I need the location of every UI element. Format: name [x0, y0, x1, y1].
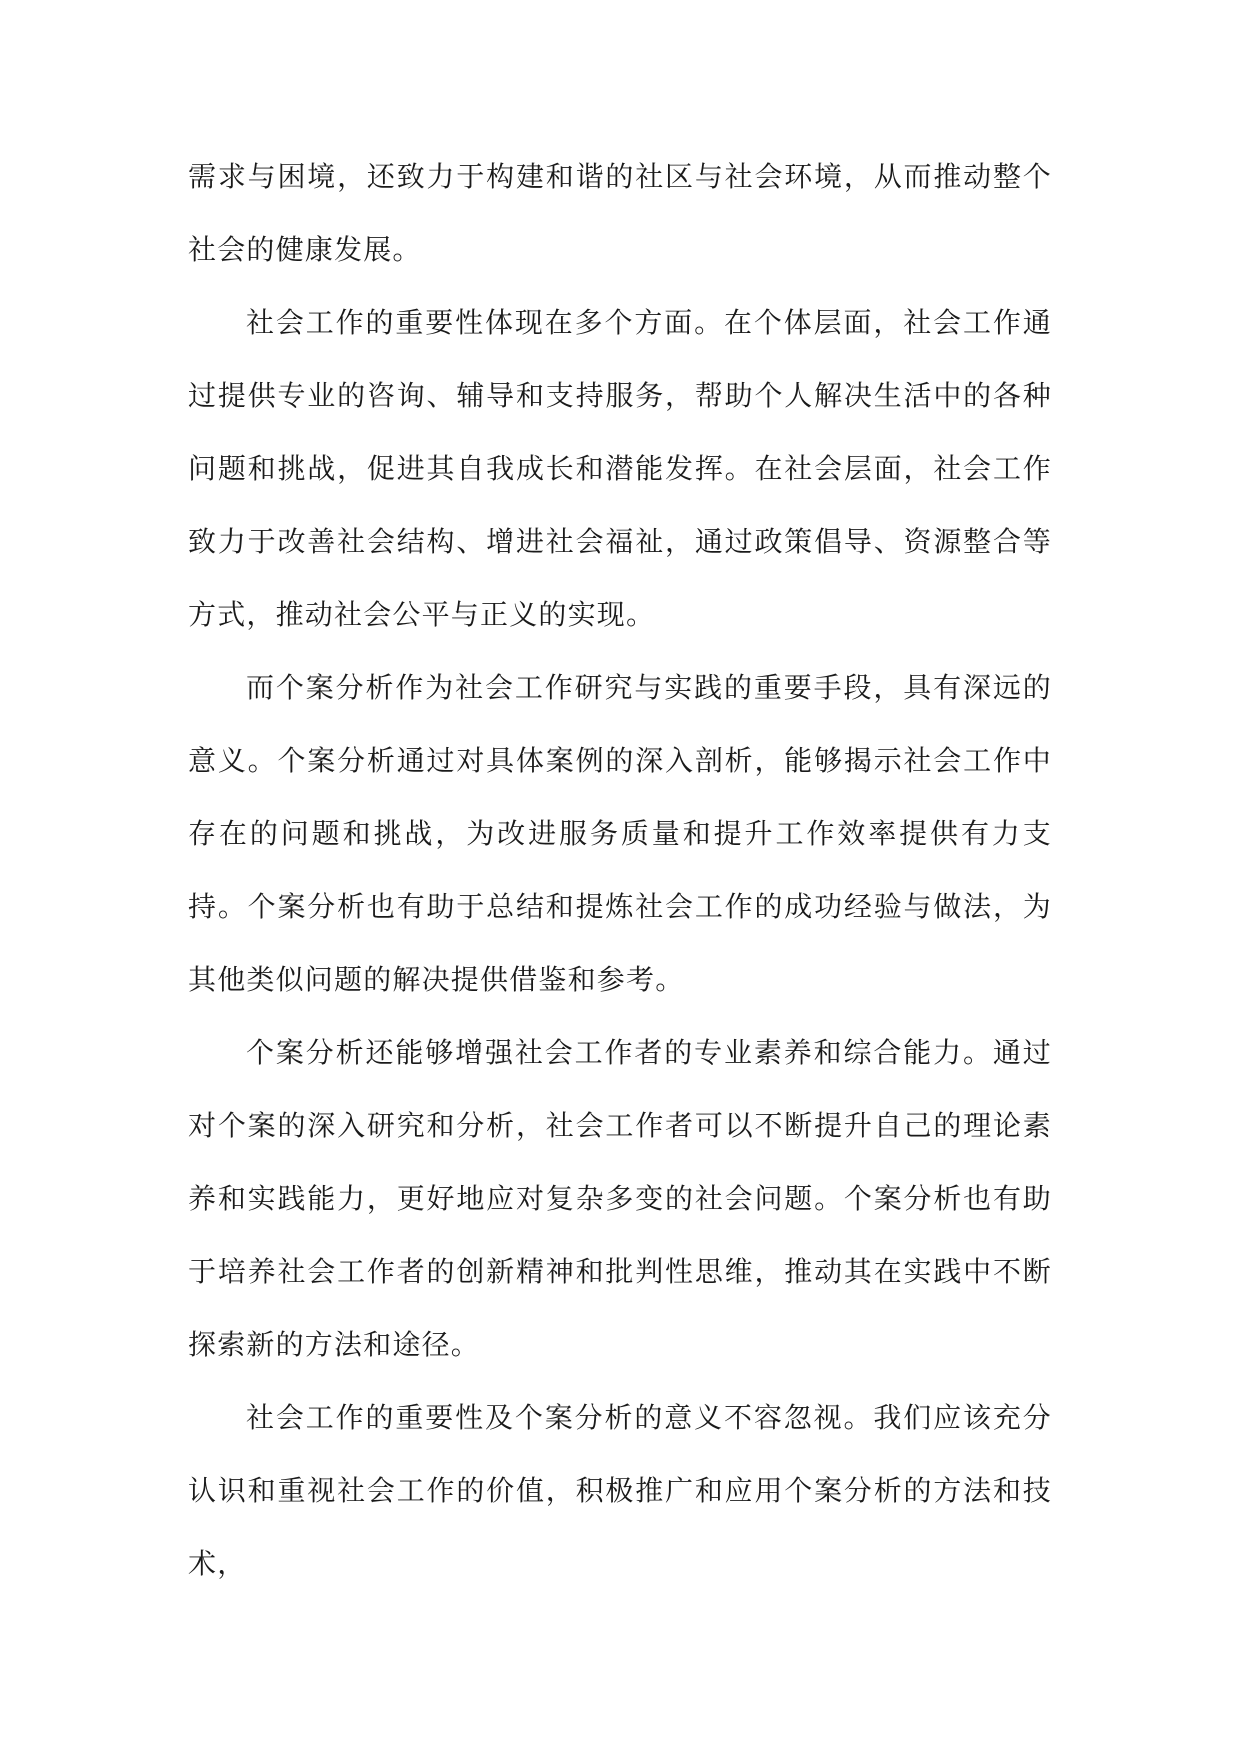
paragraph-case-analysis-significance: 而个案分析作为社会工作研究与实践的重要手段，具有深远的意义。个案分析通过对具体案例的深入剖析，能够揭示社会工作中存在的问题和挑战，为改进服务质量和提升工作效率提供有力支持。个案分析也有助于总结和提炼社会工作的成功经验与做法，为其他类似问题的解决提供借鉴和参考。: [188, 671, 1052, 996]
paragraph-continuation: 需求与困境，还致力于构建和谐的社区与社会环境，从而推动整个社会的健康发展。: [188, 160, 1052, 266]
paragraph-importance: 社会工作的重要性体现在多个方面。在个体层面，社会工作通过提供专业的咨询、辅导和支持服务，帮助个人解决生活中的各种问题和挑战，促进其自我成长和潜能发挥。在社会层面，社会工作致力于改善社会结构、增进社会福祉，通过政策倡导、资源整合等方式，推动社会公平与正义的实现。: [188, 306, 1052, 631]
document-body: [188, 140, 1052, 1600]
paragraph-professional-ability: 个案分析还能够增强社会工作者的专业素养和综合能力。通过对个案的深入研究和分析，社会工作者可以不断提升自己的理论素养和实践能力，更好地应对复杂多变的社会问题。个案分析也有助于培养社会工作者的创新精神和批判性思维，推动其在实践中不断探索新的方法和途径。: [188, 1036, 1052, 1361]
paragraph-conclusion: 社会工作的重要性及个案分析的意义不容忽视。我们应该充分认识和重视社会工作的价值，积极推广和应用个案分析的方法和技术，: [188, 1401, 1052, 1580]
